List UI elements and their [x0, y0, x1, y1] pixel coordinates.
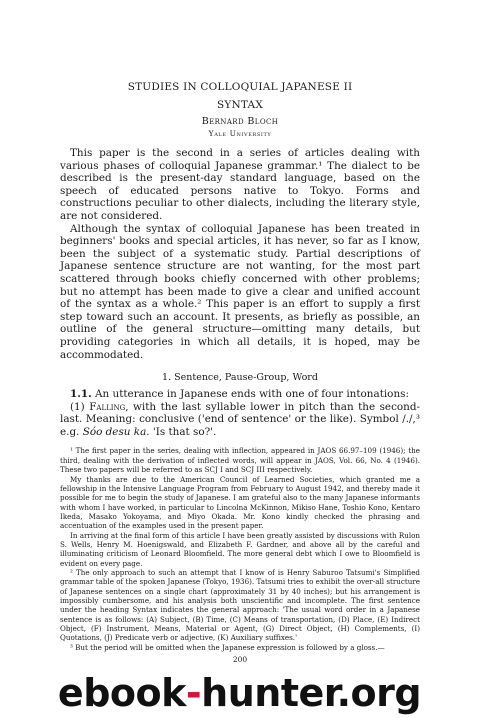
- watermark-part-2: hunter.org: [201, 671, 422, 715]
- watermark-part-1: ebook: [57, 671, 186, 715]
- intro-paragraph-2: Although the syntax of colloquial Japanese has been treated in beginners' books and special articles, it has never, so far as I know, been the subject of a systematic study. Partial descriptions of Japanese sentence structure are not wanting, for the most part scattered through books chiefly concerned with other problems; but no attempt has been made to give a clear and unified account of the syntax as a whole.² This paper is an effort to supply a first step toward such an account. It presents, as briefly as possible, an outline of the general structure—omitting many details, but providing categories in which all details, it is hoped, may be accommodated.: [60, 222, 420, 361]
- article-title: STUDIES IN COLLOQUIAL JAPANESE II: [127, 81, 353, 93]
- item-example: Sóo desu ka.: [82, 425, 150, 438]
- intro-paragraph-1: This paper is the second in a series of articles dealing with various phases of colloquial Japanese grammar.¹ The dialect to be described is the present-day standard language, based on the speech of educated persons native to Tokyo. Forms and constructions peculiar to other dialects, including the literary style, are not considered.: [60, 147, 420, 222]
- section-paragraph-2: [60, 401, 420, 439]
- section-number: 1.1.: [70, 388, 92, 401]
- section-heading: 1. Sentence, Pause-Group, Word: [162, 372, 318, 384]
- section-paragraph-1: [60, 388, 420, 401]
- watermark-logo: [0, 673, 479, 713]
- footnote-1: ¹ The first paper in the series, dealing with inflection, appeared in JAOS 66.97–109 (1946); the third, dealing with the derivation of inflected words, will appear in JAOS, Vol. 66, No. 4 (1946). These two papers will be referred to as SCJ I and SCJ III respectively.: [60, 446, 420, 475]
- page-number: 200: [232, 655, 248, 665]
- item-text: , with the last syllable lower in pitch than the second-last. Meaning: conclusive ('end of sentence' or the like). Symbol /./,³ e.g.: [60, 400, 421, 438]
- footnote-2: ² The only approach to such an attempt that I know of is Henry Saburoo Tatsumi's Simplified grammar table of the spoken Japanese (Tokyo, 1936). Tatsumi tries to exhibit the over-all structure of Japanese sentences on a single chart (approximately 31 by 40 inches); but his arrangement is impossibly cumbersome, and his analysis both unscientific and incomplete. The first sentence under the heading Syntax indicates the general approach: 'The usual word order in a Japanese sentence is as follows: (A) Subject, (B) Time, (C) Means of transportation, (D) Place, (E) Indirect Object, (F) Instrument, Means, Material or Agent, (G) Direct Object, (H) Complements, (I) Quotations, (J) Predicate verb or adjective, (K) Auxiliary suffixes.': [60, 567, 420, 643]
- article-subtitle: SYNTAX: [217, 99, 263, 111]
- item-term: Falling: [89, 400, 126, 413]
- footnote-1-discussions: In arriving at the final form of this article I have been greatly assisted by discussions with Rulon S. Wells, Henry M. Hoenigswald, and Elizabeth F. Gardner, and above all by the careful and illuminating criticism of Leonard Bloomfield. The more general debt which I owe to Bloomfield is evident on every page.: [60, 530, 420, 568]
- section-paragraph-1-text: An utterance in Japanese ends with one of four intonations:: [91, 388, 409, 401]
- item-lead: (1): [70, 400, 90, 413]
- author-name: Bernard Bloch: [201, 116, 279, 127]
- watermark-dash: -: [185, 671, 202, 715]
- footnote-1-acknowledgments: My thanks are due to the American Council of Learned Societies, which granted me a fellowship in the Intensive Language Program from February to August 1942, and thereby made it possible for me to begin the study of Japanese. I am grateful also to the many Japanese informants with whom I have worked, in particular to Lincolna McKinnon, Mikiso Hane, Toshio Kono, Kentaro Ikeda, Masako Yokoyama, and Miyo Okada. Mr. Kono kindly checked the phrasing and accentuation of the examples used in the present paper.: [60, 474, 420, 531]
- article-page: [60, 80, 420, 664]
- author-affiliation: Yale University: [208, 129, 272, 138]
- item-gloss: 'Is that so?'.: [149, 425, 217, 438]
- footnote-3: ³ But the period will be omitted when the Japanese expression is followed by a gloss.—: [70, 642, 385, 652]
